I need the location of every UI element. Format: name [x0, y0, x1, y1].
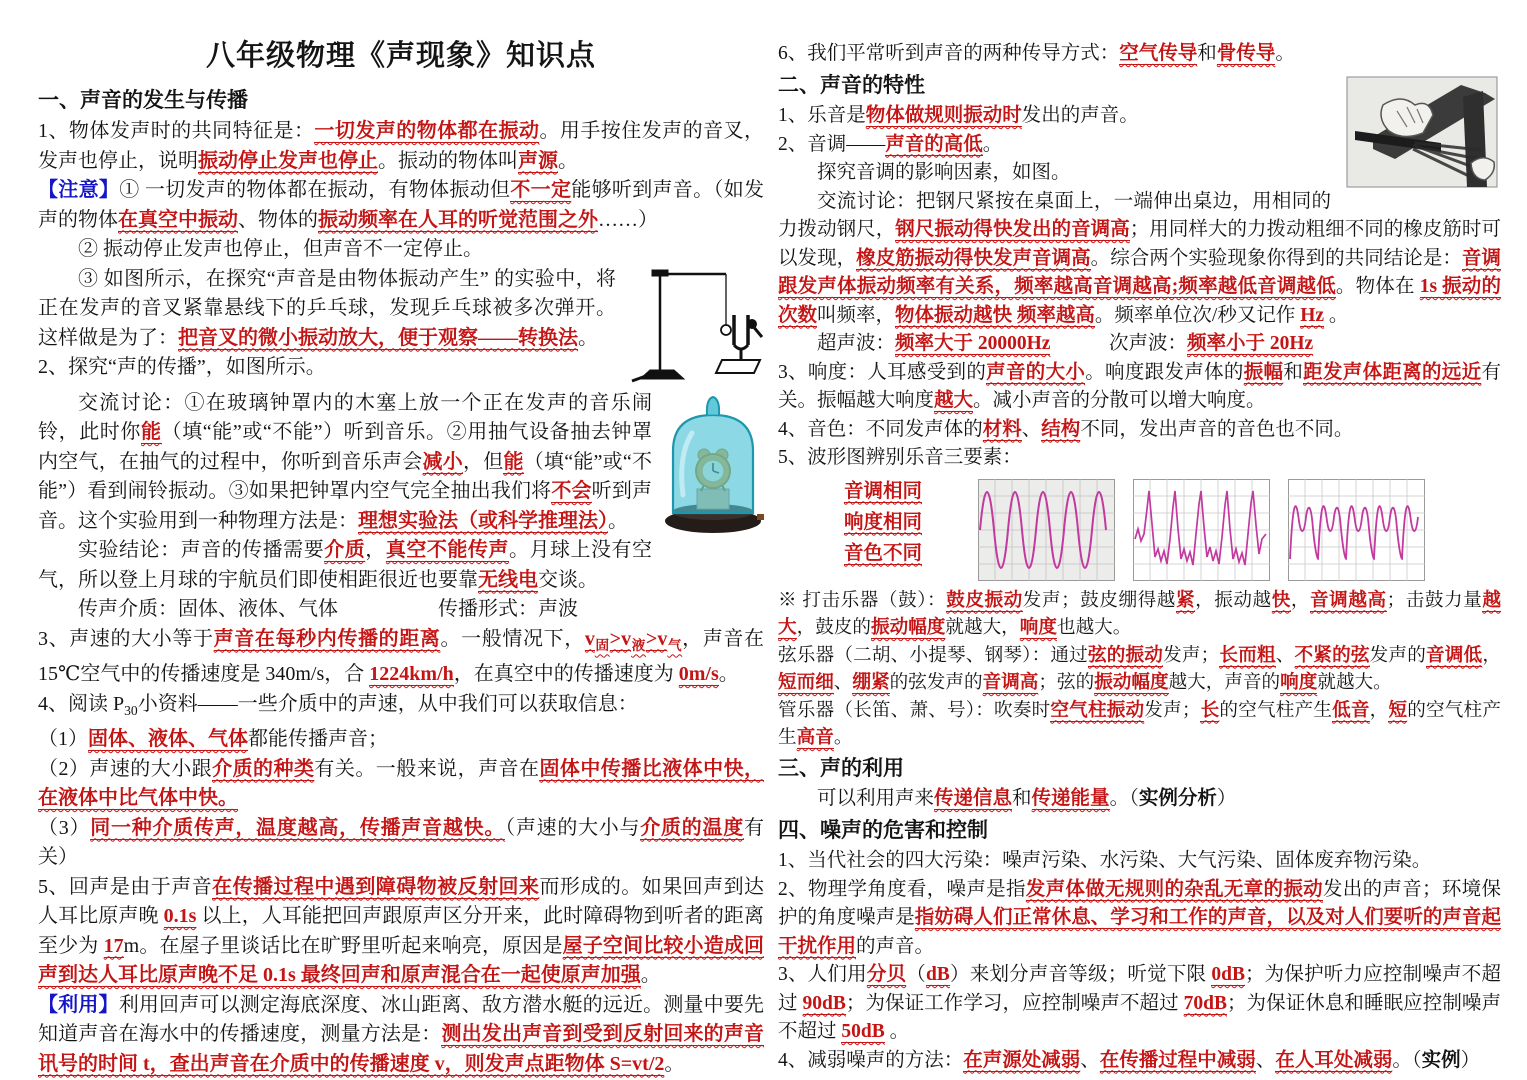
para-info-1: [38, 725, 764, 755]
page-title: 八年级物理《声现象》知识点: [205, 40, 596, 72]
text-segment: （: [906, 964, 926, 985]
text-segment: Hz: [1300, 304, 1325, 326]
text-segment: 振动频率在人耳的听觉范围之外: [318, 208, 598, 231]
text-segment: （2）声速的大小跟: [38, 757, 213, 780]
text-segment: 2、物理学角度看，噪声是指: [778, 878, 1026, 900]
para-echo-usage: [38, 991, 764, 1080]
text-segment: 发声；鼓皮绷得越: [1022, 589, 1176, 611]
text-segment: 小资料——一些介质中的声速，从中我们可以获取信息：: [137, 692, 638, 715]
text-segment: 就越大，: [945, 617, 1020, 638]
text-segment: 声音的高低: [885, 133, 983, 155]
text-segment: 发出的声音；环境保护的角度噪声是: [778, 878, 1501, 928]
para-wind-instruments: [778, 697, 1501, 752]
text-segment: 。: [982, 133, 1003, 155]
text-segment: 材料: [982, 418, 1022, 440]
text-segment: 90dB: [802, 992, 846, 1014]
text-segment: 固: [594, 637, 610, 653]
text-segment: 理想实验法（或科学推理法）: [358, 509, 608, 532]
text-segment: 1、乐音是: [778, 105, 866, 126]
para-info-3: [38, 814, 764, 873]
ruler-experiment-image: [1343, 71, 1501, 193]
text-segment: 实例分析: [1138, 788, 1217, 809]
text-segment: 次声波：: [1050, 333, 1187, 354]
text-segment: 低音: [1332, 699, 1370, 721]
text-segment: 音调低: [1426, 644, 1483, 666]
text-segment: 在声源处减弱: [963, 1049, 1081, 1071]
text-segment: 无线电: [478, 568, 538, 591]
text-segment: 弦的振动: [1087, 644, 1164, 666]
text-segment: 长: [1200, 699, 1220, 721]
text-segment: ）: [1216, 788, 1237, 809]
text-segment: v: [584, 627, 595, 650]
text-segment: 分贝: [866, 964, 907, 985]
text-segment: 把音叉的微小振动放大，便于观察——转换法: [178, 326, 578, 349]
text-segment: 0.1s: [163, 905, 197, 927]
text-segment: 振幅: [1243, 361, 1284, 383]
text-segment: 钢尺振动得快发出的音调高: [895, 219, 1130, 240]
text-segment: 。: [608, 509, 628, 532]
para-common-feature: [38, 117, 764, 176]
text-segment: 的声音。: [856, 935, 935, 957]
text-segment: 在人耳处减弱: [1275, 1049, 1393, 1071]
text-segment: 快: [1271, 589, 1291, 611]
para-reading-p30: [38, 690, 764, 726]
text-segment: ；用同样大的力拨动粗细不同的橡皮筋时可以发现，: [778, 219, 1501, 269]
text-segment: 4、阅读 P: [38, 692, 125, 715]
para-percussion: [778, 587, 1501, 642]
waveform-label-timbre: [844, 539, 978, 569]
waveform-spiky-image: [1133, 479, 1270, 581]
text-segment: 短: [1388, 699, 1408, 721]
text-segment: 越大: [778, 589, 1501, 638]
text-segment: 结构: [1041, 418, 1081, 440]
text-segment: 减小: [422, 450, 463, 473]
para-note-2: [38, 235, 764, 265]
text-segment: 声音的大小: [986, 361, 1086, 383]
text-segment: 长而粗: [1219, 644, 1276, 666]
text-segment: ③ 如图所示，在探究“声音是由物体振动产生” 的实验中，将正在发声的音叉紧靠悬线下的乒乓球，发现乒乓球被多次弹开。这样做是为了：: [38, 267, 616, 349]
para-echo: [38, 873, 764, 991]
text-segment: （填“能”或“不能”）看到闹铃振动。③如果把钟罩内空气完全抽出我们将: [38, 450, 653, 502]
section-3-heading: 三、声的利用: [778, 756, 904, 780]
text-segment: 屋子空间比较小造成回声到达人耳比原声晚不足 0.1s 最终回声和原声混合在一起使原声加强: [38, 934, 765, 986]
text-segment: 和: [1197, 43, 1217, 64]
text-segment: ，在真空中的传播速度为: [453, 663, 679, 685]
text-segment: 越大，声音的: [1168, 672, 1281, 693]
text-segment: 液: [631, 637, 646, 653]
text-segment: ；击鼓力量: [1386, 589, 1483, 611]
text-segment: 。: [1324, 304, 1349, 326]
text-segment: 指妨碍人们正常休息、学习和工作的声音，以及对人们要听的声音起干扰作用: [778, 907, 1501, 957]
text-segment: 探究音调的影响因素，如图。: [817, 162, 1071, 183]
text-segment: 。: [578, 326, 598, 349]
text-segment: 实验结论：声音的传播需要: [78, 539, 325, 561]
text-segment: 发声；: [1144, 699, 1201, 721]
para-decibel-levels: [778, 961, 1501, 1047]
text-segment: 管乐器（长笛、萧、号）：吹奏时: [778, 699, 1051, 721]
text-segment: 【注意】: [38, 179, 120, 201]
text-segment: dB: [925, 964, 950, 985]
text-segment: 固体中传播比液体中快，在液体中比气体中快。: [38, 757, 765, 809]
text-segment: >v: [645, 627, 668, 650]
text-segment: ……）: [598, 208, 658, 231]
text-segment: 。（: [1392, 1049, 1422, 1071]
text-segment: 在传播过程中减弱: [1099, 1049, 1256, 1071]
para-timbre: [778, 416, 1501, 445]
text-segment: ；为保护听力应控制噪声不超过: [778, 964, 1501, 1014]
text-segment: 测出发出声音到受到反射回来的声音讯号的时间 t，查出声音在介质中的传播速度 v，则发声点距物体 S=vt/2: [38, 1023, 765, 1075]
text-segment: 物体振动越快 频率越高: [895, 304, 1095, 326]
text-segment: 。用手按住发声的音叉，发声也停止，说明: [38, 120, 765, 172]
text-segment: 在真空中振动: [118, 208, 238, 231]
text-segment: 有关。振幅越大响度: [778, 361, 1501, 411]
text-segment: >v: [609, 627, 632, 650]
text-segment: ；为保证工作学习，应控制噪声不超过: [845, 992, 1184, 1014]
waveform-panels: [978, 479, 1425, 581]
text-segment: 。: [1275, 43, 1295, 64]
text-segment: 传递信息: [934, 788, 1013, 809]
text-segment: 2、音调——: [778, 133, 886, 155]
text-segment: 橡皮筋振动得快发声音调高: [856, 247, 1091, 269]
text-segment: 声音在每秒内传播的距离: [213, 627, 441, 650]
text-segment: 距发声体距离的远近: [1303, 361, 1482, 383]
text-segment: 、: [1255, 1049, 1276, 1071]
para-sound-utilization: [778, 785, 1501, 814]
text-segment: 。一般情况下，: [440, 627, 585, 650]
text-segment: 、: [833, 672, 853, 693]
right-column: [778, 40, 1501, 1070]
text-segment: 短而细: [778, 672, 834, 693]
text-segment: 一切发声的物体都在振动: [314, 120, 540, 142]
text-segment: ※ 打击乐器（鼓）：: [778, 589, 947, 611]
text-segment: （声速的大小与: [505, 816, 641, 839]
para-info-2: [38, 755, 764, 814]
text-segment: 振动幅度: [871, 617, 946, 638]
text-segment: 。: [664, 1052, 685, 1075]
text-segment: 。: [640, 964, 661, 986]
text-segment: 音调相同: [844, 480, 923, 502]
text-segment: 传递能量: [1031, 788, 1110, 809]
text-segment: 响度: [1280, 672, 1318, 693]
text-segment: 50dB: [841, 1021, 885, 1042]
text-segment: ）: [1460, 1049, 1481, 1071]
text-segment: 发声的: [1369, 644, 1426, 666]
text-segment: 音色不同: [844, 542, 923, 564]
text-segment: 1s 振动的次数: [778, 276, 1501, 326]
text-segment: 0dB: [1211, 964, 1245, 985]
text-segment: 的空气柱产生: [1219, 699, 1333, 721]
text-segment: 和: [1283, 361, 1304, 383]
text-segment: 交流讨论：把钢尺紧按在桌面上，一端伸出桌边，用相同的力拨动钢尺，: [778, 190, 1331, 240]
waveform-double-hump-image: [1288, 479, 1425, 581]
text-segment: 物体做规则振动时: [865, 105, 1022, 126]
text-segment: ，: [1290, 589, 1311, 611]
text-segment: 3、人们用: [778, 964, 867, 985]
text-segment: 。减小声音的分散可以增大响度。: [973, 390, 1266, 411]
text-segment: 、: [1080, 1049, 1100, 1071]
tuning-fork-experiment-image: [626, 267, 764, 385]
text-segment: 紧: [1175, 589, 1196, 611]
bell-jar-image: [662, 393, 764, 535]
text-segment: 鼓皮振动: [946, 589, 1023, 611]
text-segment: 超声波：: [817, 333, 896, 354]
para-waveform-intro: [778, 444, 1501, 473]
para-four-pollutions: [778, 847, 1501, 876]
text-segment: 真空不能传声: [385, 539, 509, 561]
text-segment: 不一定: [510, 179, 572, 201]
text-segment: 发声；: [1163, 644, 1220, 666]
waveform-label-loudness: [844, 508, 978, 538]
text-segment: 越大: [934, 390, 974, 411]
text-segment: 。综合两个实验现象你得到的共同结论是：: [1090, 247, 1462, 269]
text-segment: 17: [103, 934, 124, 957]
text-segment: 5、回声是由于声音: [38, 875, 213, 898]
text-segment: 介质: [324, 539, 366, 561]
text-segment: 有关）: [38, 816, 765, 868]
para-pitch-discussion: [778, 188, 1501, 331]
text-segment: 也越大。: [1056, 617, 1132, 638]
text-segment: 。月球上没有空气，所以登上月球的宇航员们即使相距很近也要靠: [38, 539, 653, 591]
text-segment: ② 振动停止发声也停止，但声音不一定停止。: [78, 238, 483, 260]
para-conduction-modes: [778, 40, 1501, 69]
text-segment: 交流讨论：①在玻璃钟罩内的木塞上放一个正在发声的音乐闹铃，此时你: [38, 391, 652, 443]
text-segment: 空气柱振动: [1050, 699, 1145, 721]
para-sound-speed: [38, 625, 764, 690]
text-segment: 4、减弱噪声的方法：: [778, 1049, 964, 1071]
text-segment: 绷紧: [852, 672, 890, 693]
text-segment: 2、探究“声的传播”，如图所示。: [38, 356, 326, 378]
text-segment: （3）: [38, 816, 91, 839]
text-segment: 弦乐器（二胡、小提琴、钢琴）：通过: [778, 644, 1088, 666]
text-segment: 利用回声可以测定海底深度、冰山距离、敌方潜水艇的远近。测量中要先知道声音在海水中的传播速度，测量方法是：: [38, 993, 765, 1045]
text-segment: 不同，发出声音的音色也不同。: [1080, 418, 1354, 440]
text-segment: 4、音色：不同发声体的: [778, 418, 983, 440]
text-segment: ① 一切发声的物体都在振动，有物体振动但: [119, 179, 511, 201]
text-segment: 听到声音。这个实验用到一种物理方法是：: [38, 480, 652, 532]
text-segment: 固体、液体、气体: [88, 728, 248, 750]
para-loudness: [778, 359, 1501, 416]
text-segment: 响度: [1019, 617, 1057, 638]
text-segment: 声源: [518, 149, 558, 172]
text-segment: 音调跟发声体振动频率有关系，频率越高音调越高;频率越低音调越低: [778, 247, 1501, 297]
section-2-heading: 二、声音的特性: [778, 73, 925, 97]
para-noise-reduction: [778, 1047, 1501, 1076]
text-segment: 振动幅度: [1094, 672, 1169, 693]
text-segment: 频率小于 20Hz: [1186, 333, 1314, 354]
section-4-heading: 四、噪声的危害和控制: [778, 818, 988, 842]
text-segment: 叫频率，: [817, 304, 896, 326]
text-segment: 和: [1012, 788, 1032, 809]
text-segment: 3、声速的大小等于: [38, 627, 214, 650]
text-segment: 能: [140, 421, 162, 443]
text-segment: 高音: [796, 727, 834, 748]
text-segment: 的空气柱产生: [778, 699, 1501, 748]
text-segment: 能: [503, 450, 524, 473]
text-segment: 、物体的: [238, 208, 318, 231]
para-bell-jar-discussion: [38, 389, 764, 537]
text-segment: （1）: [38, 728, 88, 750]
text-segment: 空气传导: [1119, 43, 1198, 64]
text-segment: 介质的温度: [640, 816, 745, 839]
waveform-label-pitch: [844, 477, 978, 507]
waveform-labels: [778, 477, 978, 570]
para-medium-forms: [38, 595, 764, 625]
text-segment: 。: [558, 149, 578, 172]
text-segment: （填“能”或“不能”）听到音乐。②用抽气设备抽去钟罩内空气，在抽气的过程中，你听到音乐声会: [38, 421, 653, 473]
para-note: [38, 176, 764, 235]
waveform-sine-image: [978, 479, 1115, 581]
text-segment: 的弦发声的: [889, 672, 983, 693]
para-ultrasound-infrasound: [778, 330, 1501, 359]
section-1-heading: 一、声音的发生与传播: [38, 88, 248, 112]
text-segment: 。: [718, 663, 739, 685]
text-segment: ）来划分声音等级；听觉下限: [949, 964, 1212, 985]
text-segment: 以上，人耳能把回声跟原声区分开来，此时障碍物到听者的距离至少为: [38, 905, 764, 957]
text-segment: 。振动的物体叫: [378, 149, 518, 172]
text-segment: ，: [1482, 644, 1501, 666]
text-segment: 都能传播声音；: [248, 728, 388, 750]
text-segment: ，振动越: [1195, 589, 1272, 611]
text-segment: 可以利用声来: [817, 788, 935, 809]
text-segment: 70dB: [1183, 992, 1227, 1014]
text-segment: 同一种介质传声，温度越高，传播声音越快。: [90, 816, 506, 839]
text-segment: 音调高: [982, 672, 1039, 693]
text-segment: 有关。一般来说，声音在: [314, 757, 540, 780]
text-segment: 响度相同: [844, 511, 923, 533]
text-segment: 介质的种类: [212, 757, 315, 780]
text-segment: m。在屋子里谈话比在旷野里听起来响亮，原因是: [123, 934, 563, 957]
text-segment: 、: [1021, 418, 1042, 440]
text-segment: 。: [884, 1021, 910, 1042]
text-segment: 、: [1275, 644, 1295, 666]
text-segment: 1224km/h: [369, 663, 454, 685]
text-segment: 传声介质：固体、液体、气体 传播形式：声波: [78, 598, 578, 620]
text-segment: 。物体在: [1335, 276, 1420, 297]
text-segment: ，鼓皮的: [796, 617, 871, 638]
text-segment: 交谈。: [538, 568, 598, 591]
text-segment: 5、波形图辨别乐音三要素：: [778, 447, 1022, 468]
text-segment: 气: [667, 637, 683, 653]
text-segment: 能够听到声音。（如发声的物体: [38, 179, 765, 231]
waveform-comparison: [778, 477, 1501, 581]
text-segment: ，声音在 15℃空气中的传播速度是 340m/s，合: [38, 627, 765, 685]
text-segment: 1、当代社会的四大污染：噪声污染、水污染、大气污染、固体废弃物污染。: [778, 850, 1432, 871]
left-column: [38, 40, 765, 1075]
text-segment: 就越大。: [1317, 672, 1392, 693]
para-string-instruments: [778, 642, 1501, 697]
text-segment: 在传播过程中遇到障碍物被反射回来: [212, 875, 540, 898]
text-segment: 6、我们平常听到声音的两种传导方式：: [778, 43, 1120, 64]
text-segment: 。响度跟发声体的: [1085, 361, 1244, 383]
text-segment: 。（: [1109, 788, 1139, 809]
text-segment: 3、响度：人耳感受到的: [778, 361, 987, 383]
text-segment: ，: [365, 539, 386, 561]
para-noise-definition: [778, 876, 1501, 962]
text-segment: ，但: [463, 450, 504, 473]
text-segment: 0m/s: [678, 663, 719, 685]
text-segment: 发出的声音。: [1021, 105, 1139, 126]
text-segment: 不会: [551, 480, 592, 502]
text-segment: 频率大于 20000Hz: [895, 333, 1051, 354]
text-segment: 实例: [1421, 1049, 1461, 1071]
text-segment: 。频率单位次/秒又记作: [1094, 304, 1301, 326]
text-segment: 振动停止发声也停止: [198, 149, 378, 172]
text-segment: ，: [1369, 699, 1389, 721]
para-experiment-conclusion: [38, 536, 764, 595]
text-segment: 。: [833, 727, 853, 748]
text-segment: ；弦的: [1038, 672, 1095, 693]
text-segment: 骨传导: [1216, 43, 1276, 64]
text-segment: ；为保证休息和睡眠应控制噪声不超过: [778, 992, 1501, 1042]
text-segment: 1、物体发声时的共同特征是：: [38, 120, 315, 142]
text-segment: 30: [124, 702, 138, 718]
text-segment: 【利用】: [38, 993, 119, 1016]
text-segment: 发声体做无规则的杂乱无章的振动: [1025, 878, 1323, 900]
text-segment: 音调越高: [1310, 589, 1387, 611]
text-segment: 而形成的。如果回声到达人耳比原声晚: [38, 875, 765, 927]
text-segment: 不紧的弦: [1294, 644, 1370, 666]
